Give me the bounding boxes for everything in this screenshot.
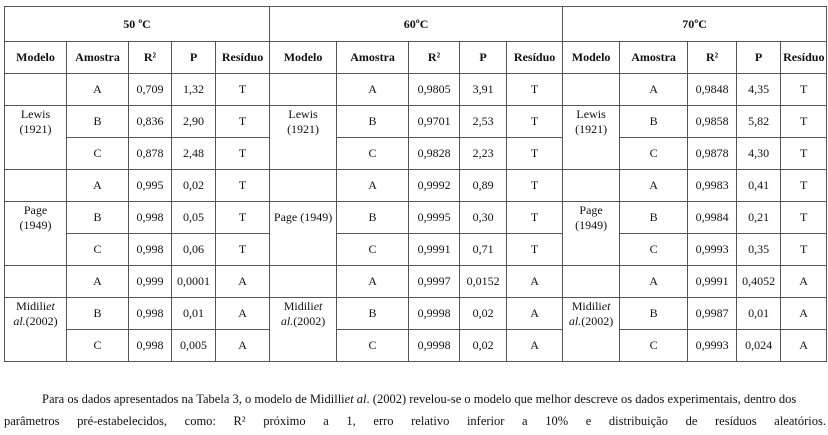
p-cell: 0,71 — [460, 234, 507, 266]
paragraph-italic: et al — [344, 392, 367, 406]
model-name-italic: et — [601, 298, 611, 313]
r2-cell: 0,998 — [129, 330, 172, 362]
p-cell: 2,23 — [460, 138, 507, 170]
r2-cell: 0,9828 — [409, 138, 460, 170]
r2-cell: 0,9998 — [409, 330, 460, 362]
model-name-cell-continued — [270, 138, 337, 170]
residue-cell: A — [216, 266, 270, 298]
residue-cell: T — [507, 138, 563, 170]
p-cell: 4,35 — [737, 74, 781, 106]
sample-cell: A — [620, 74, 688, 106]
model-name-cell — [270, 106, 337, 138]
temperature-header-50: 50 ºC — [5, 7, 270, 42]
model-name-cell-continued — [5, 138, 67, 170]
model-name-italic: al. — [13, 313, 26, 328]
sample-cell: A — [337, 266, 409, 298]
residue-cell: T — [507, 170, 563, 202]
p-cell: 0,005 — [172, 330, 216, 362]
r2-cell: 0,9991 — [409, 234, 460, 266]
p-cell: 5,82 — [737, 106, 781, 138]
model-name-cell-continued — [563, 266, 620, 298]
p-cell: 0,01 — [737, 298, 781, 330]
model-name-cell-continued — [5, 266, 67, 298]
p-cell: 3,91 — [460, 74, 507, 106]
r2-cell: 0,9805 — [409, 74, 460, 106]
r2-cell: 0,9995 — [409, 202, 460, 234]
p-cell: 0,30 — [460, 202, 507, 234]
body-paragraph — [4, 388, 826, 432]
r2-cell: 0,878 — [129, 138, 172, 170]
r2-cell: 0,9992 — [409, 170, 460, 202]
model-name-cell-continued — [270, 74, 337, 106]
column-header: Amostra — [337, 42, 409, 74]
r2-cell: 0,9993 — [688, 330, 737, 362]
model-name: Page (1949) — [273, 210, 333, 225]
residue-cell: T — [216, 138, 270, 170]
sample-cell: C — [67, 234, 129, 266]
sample-cell: A — [620, 266, 688, 298]
model-name-italic: al. — [568, 313, 582, 328]
model-name-cell-continued — [563, 170, 620, 202]
r2-cell: 0,9997 — [409, 266, 460, 298]
model-name-cell — [563, 106, 620, 138]
table-row — [5, 234, 827, 266]
residue-cell: A — [507, 266, 563, 298]
p-cell: 0,41 — [737, 170, 781, 202]
column-header: Amostra — [67, 42, 129, 74]
column-header: Resíduo — [781, 42, 827, 74]
sample-cell: C — [620, 330, 688, 362]
residue-cell: A — [781, 298, 827, 330]
residue-cell: A — [216, 330, 270, 362]
temperature-header-60: 60ºC — [270, 7, 563, 42]
sample-cell: B — [620, 202, 688, 234]
p-cell: 0,05 — [172, 202, 216, 234]
paragraph-text: Para os dados apresentados na Tabela 3, o modelo de Midilli — [42, 392, 345, 406]
r2-cell: 0,9848 — [688, 74, 737, 106]
p-cell: 2,53 — [460, 106, 507, 138]
table-row — [5, 170, 827, 202]
p-cell: 2,90 — [172, 106, 216, 138]
sample-cell: C — [67, 138, 129, 170]
residue-cell: T — [781, 106, 827, 138]
paragraph-line-1 — [4, 388, 826, 410]
p-cell: 0,21 — [737, 202, 781, 234]
p-cell: 0,0001 — [172, 266, 216, 298]
residue-cell: A — [507, 330, 563, 362]
p-cell: 0,4052 — [737, 266, 781, 298]
column-header-row — [5, 42, 827, 74]
sample-cell: B — [620, 106, 688, 138]
model-name-cell — [270, 202, 337, 234]
residue-cell: T — [216, 74, 270, 106]
residue-cell: A — [216, 298, 270, 330]
residue-cell: T — [216, 106, 270, 138]
column-header: Modelo — [270, 42, 337, 74]
paragraph-line-2: parâmetros pré-estabelecidos, como: R² próximo a 1, erro relativo inferior a 10% e distribuição de resíduos aleatórios. — [4, 414, 826, 428]
r2-cell: 0,9984 — [688, 202, 737, 234]
residue-cell: T — [781, 234, 827, 266]
model-name-cell-continued — [270, 330, 337, 362]
r2-cell: 0,9983 — [688, 170, 737, 202]
residue-cell: A — [781, 266, 827, 298]
model-name-cell — [270, 298, 337, 330]
sample-cell: C — [620, 138, 688, 170]
p-cell: 1,32 — [172, 74, 216, 106]
temperature-header-70: 70ºC — [563, 7, 827, 42]
p-cell: 4,30 — [737, 138, 781, 170]
model-name-cell — [5, 202, 67, 234]
table-row — [5, 330, 827, 362]
r2-cell: 0,9991 — [688, 266, 737, 298]
residue-cell: T — [216, 170, 270, 202]
column-header: Modelo — [5, 42, 67, 74]
r2-cell: 0,995 — [129, 170, 172, 202]
sample-cell: C — [337, 138, 409, 170]
p-cell: 0,35 — [737, 234, 781, 266]
sample-cell: B — [67, 202, 129, 234]
p-cell: 0,02 — [460, 330, 507, 362]
model-name-cell — [563, 298, 620, 330]
residue-cell: T — [216, 202, 270, 234]
model-name-cell-continued — [270, 234, 337, 266]
model-name-cell-continued — [270, 170, 337, 202]
model-name-italic: al. — [280, 313, 294, 328]
sample-cell: A — [67, 266, 129, 298]
r2-cell: 0,9993 — [688, 234, 737, 266]
paragraph-text: . (2002) revelou-se o modelo que melhor descreve os dados experimentais, dentro dos — [366, 392, 797, 406]
model-name: Midili — [283, 298, 314, 313]
sample-cell: B — [337, 202, 409, 234]
model-name-cell-continued — [563, 138, 620, 170]
sample-cell: B — [620, 298, 688, 330]
p-cell: 0,89 — [460, 170, 507, 202]
model-year: (1921) — [575, 121, 608, 136]
r2-cell: 0,836 — [129, 106, 172, 138]
sample-cell: A — [67, 170, 129, 202]
model-name-cell-continued — [270, 266, 337, 298]
residue-cell: T — [507, 234, 563, 266]
r2-cell: 0,9858 — [688, 106, 737, 138]
model-name-cell-continued — [5, 74, 67, 106]
table-row — [5, 106, 827, 138]
model-name: Lewis — [20, 106, 51, 121]
model-name: Lewis — [288, 106, 318, 121]
column-header: Resíduo — [216, 42, 270, 74]
column-header: Resíduo — [507, 42, 563, 74]
r2-cell: 0,9878 — [688, 138, 737, 170]
column-header: P — [460, 42, 507, 74]
model-name: Page — [579, 202, 603, 217]
model-year: (1949) — [575, 217, 608, 232]
p-cell: 0,06 — [172, 234, 216, 266]
sample-cell: C — [337, 234, 409, 266]
model-name-cell-continued — [5, 170, 67, 202]
sample-cell: A — [620, 170, 688, 202]
r2-cell: 0,998 — [129, 234, 172, 266]
sample-cell: A — [337, 74, 409, 106]
sample-cell: A — [337, 170, 409, 202]
sample-cell: A — [67, 74, 129, 106]
column-header: R² — [129, 42, 172, 74]
r2-cell: 0,998 — [129, 298, 172, 330]
table-row — [5, 202, 827, 234]
results-table — [4, 6, 827, 362]
model-name-cell-continued — [5, 330, 67, 362]
model-year: (2002) — [25, 313, 58, 328]
sample-cell: B — [67, 298, 129, 330]
column-header: P — [172, 42, 216, 74]
residue-cell: T — [781, 202, 827, 234]
table-row — [5, 138, 827, 170]
p-cell: 0,02 — [460, 298, 507, 330]
p-cell: 0,0152 — [460, 266, 507, 298]
table-body — [5, 74, 827, 362]
residue-cell: A — [507, 298, 563, 330]
residue-cell: T — [781, 138, 827, 170]
model-name-cell-continued — [5, 234, 67, 266]
sample-cell: C — [620, 234, 688, 266]
r2-cell: 0,998 — [129, 202, 172, 234]
table-row — [5, 266, 827, 298]
model-name-cell-continued — [563, 234, 620, 266]
model-name-cell-continued — [563, 74, 620, 106]
model-name-italic: et — [46, 298, 55, 313]
p-cell: 2,48 — [172, 138, 216, 170]
model-year: (2002) — [293, 313, 326, 328]
residue-cell: T — [781, 170, 827, 202]
model-name-cell — [563, 202, 620, 234]
residue-cell: T — [507, 202, 563, 234]
model-year: (2002) — [581, 313, 614, 328]
sample-cell: B — [337, 106, 409, 138]
column-header: R² — [409, 42, 460, 74]
model-name-cell — [5, 106, 67, 138]
column-header: Modelo — [563, 42, 620, 74]
r2-cell: 0,709 — [129, 74, 172, 106]
table-row — [5, 298, 827, 330]
model-name: Page — [23, 202, 48, 217]
model-year: (1921) — [287, 121, 320, 136]
model-name-cell-continued — [563, 330, 620, 362]
residue-cell: T — [507, 74, 563, 106]
column-header: P — [737, 42, 781, 74]
residue-cell: T — [781, 74, 827, 106]
model-name: Midili — [571, 298, 602, 313]
sample-cell: B — [67, 106, 129, 138]
model-name: Lewis — [576, 106, 606, 121]
sample-cell: C — [337, 330, 409, 362]
model-year: (1949) — [19, 217, 52, 232]
column-header: Amostra — [620, 42, 688, 74]
model-year: (1921) — [19, 121, 52, 136]
table-row — [5, 74, 827, 106]
p-cell: 0,02 — [172, 170, 216, 202]
model-name-italic: et — [313, 298, 323, 313]
r2-cell: 0,999 — [129, 266, 172, 298]
residue-cell: A — [781, 330, 827, 362]
r2-cell: 0,9998 — [409, 298, 460, 330]
p-cell: 0,01 — [172, 298, 216, 330]
sample-cell: B — [337, 298, 409, 330]
sample-cell: C — [67, 330, 129, 362]
model-name-cell — [5, 298, 67, 330]
r2-cell: 0,9701 — [409, 106, 460, 138]
p-cell: 0,024 — [737, 330, 781, 362]
residue-cell: T — [507, 106, 563, 138]
column-header: R² — [688, 42, 737, 74]
model-name: Midili — [16, 298, 47, 313]
r2-cell: 0,9987 — [688, 298, 737, 330]
residue-cell: T — [216, 234, 270, 266]
